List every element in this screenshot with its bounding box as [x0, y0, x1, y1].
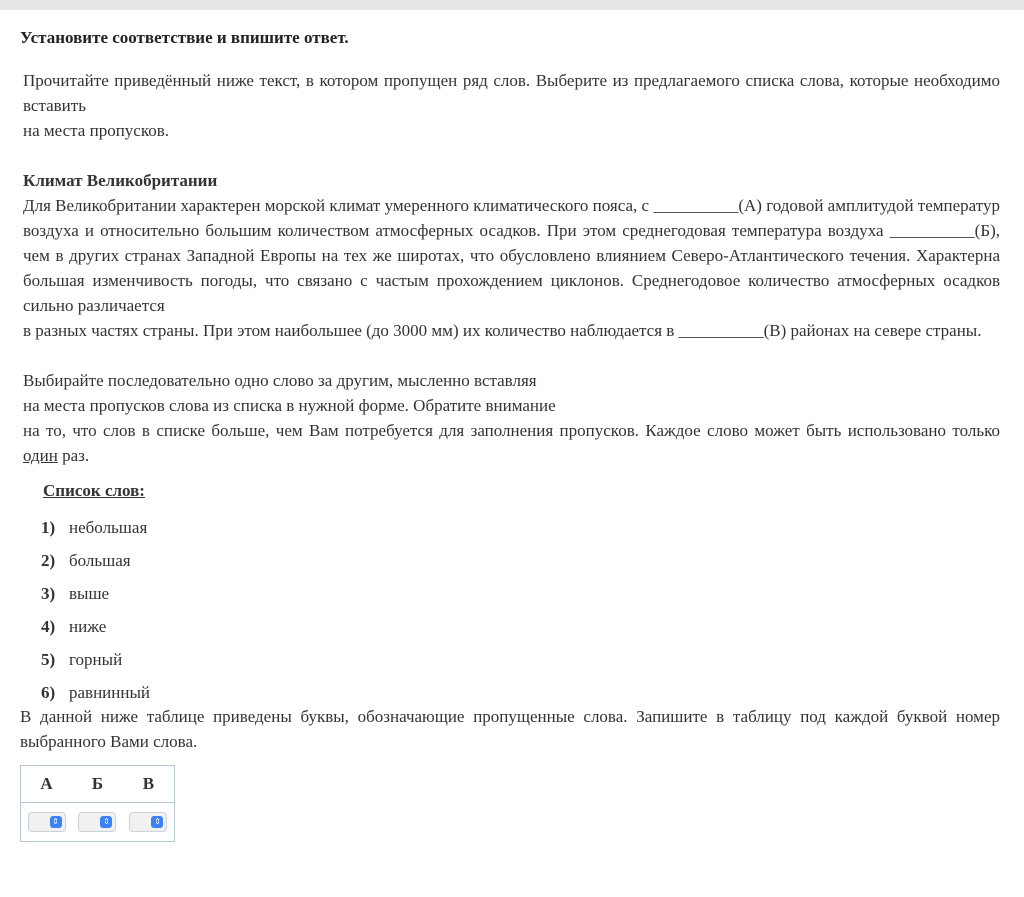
intro-line-1: Прочитайте приведённый ниже текст, в котором пропущен ряд слов. Выберите из предлагаемого списка слова, которые необходимо вставить [23, 71, 1000, 115]
guide-block [20, 368, 1000, 468]
list-item-number: 4) [41, 617, 56, 636]
select-arrows-icon: ⇕ [151, 816, 163, 828]
guide-line-2: на места пропусков слова из списка в нужной форме. Обратите внимание [23, 396, 556, 415]
answer-header-v: В [123, 766, 175, 803]
list-item-number: 2) [41, 551, 56, 570]
answer-table-header-row [21, 766, 175, 803]
list-item-word: равнинный [69, 683, 150, 702]
guide-underlined-word: один [23, 446, 58, 465]
intro [20, 68, 1000, 143]
text-part-2: в разных частях страны. При этом наибольшее (до 3000 мм) их количество наблюдается в __________(В) районах на севере страны. [23, 321, 982, 340]
answer-select-a[interactable] [28, 812, 66, 832]
list-item-word: большая [69, 551, 131, 570]
select-arrows-icon: ⇕ [100, 816, 112, 828]
answer-table [20, 765, 175, 842]
answer-header-b: Б [72, 766, 123, 803]
guide-line-3-end: раз. [57, 446, 90, 465]
text-title: Климат Великобритании [23, 171, 218, 190]
task-container [20, 26, 1000, 842]
select-arrows-icon: ⇕ [50, 816, 62, 828]
guide-line-1: Выбирайте последовательно одно слово за другим, мысленно вставляя [23, 371, 537, 390]
list-item-word: ниже [69, 617, 107, 636]
list-item-word: небольшая [69, 518, 148, 537]
answer-table-select-row [21, 803, 175, 842]
list-item [41, 610, 1000, 643]
list-item [41, 577, 1000, 610]
guide-line-3 [20, 418, 1000, 468]
intro-line-2: на места пропусков. [23, 121, 170, 140]
guide-line-3-start: на то, что слов в списке больше, чем Вам потребуется для заполнения пропусков. Каждое слово может быть использовано только [23, 421, 1000, 440]
wordlist-title: Список слов: [43, 481, 145, 500]
list-item [41, 511, 1000, 544]
list-item-number: 1) [41, 518, 56, 537]
list-item [41, 643, 1000, 676]
answer-header-a: А [21, 766, 73, 803]
text-part-1: Для Великобритании характерен морской климат умеренного климатического пояса, с __________(А) годовой амплитудой температур воздуха и относительно большим количеством атмосферных осадков. При этом среднегодовая температура воздуха __________(Б), чем в других странах Западной Европы на тех же широтах, что обусловлено влиянием Северо-Атлантического течения. Характерна большая изменчивость погоды, что связано с частым прохождением циклонов. Среднегодовое количество атмосферных осадков сильно различается [23, 196, 1000, 315]
list-item-number: 6) [41, 683, 56, 702]
answer-select-v[interactable] [129, 812, 167, 832]
list-item-word: выше [69, 584, 110, 603]
top-bar [0, 0, 1024, 10]
text-block [20, 168, 1000, 343]
task-heading: Установите соответствие и впишите ответ. [20, 28, 349, 47]
wordlist [41, 511, 1000, 709]
list-item-number: 5) [41, 650, 56, 669]
list-item [41, 544, 1000, 577]
table-instruction: В данной ниже таблице приведены буквы, обозначающие пропущенные слова. Запишите в таблицу под каждой буквой номер выбранного Вами слова. [20, 707, 1000, 751]
answer-select-b[interactable] [78, 812, 116, 832]
list-item-word: горный [69, 650, 123, 669]
list-item-number: 3) [41, 584, 56, 603]
